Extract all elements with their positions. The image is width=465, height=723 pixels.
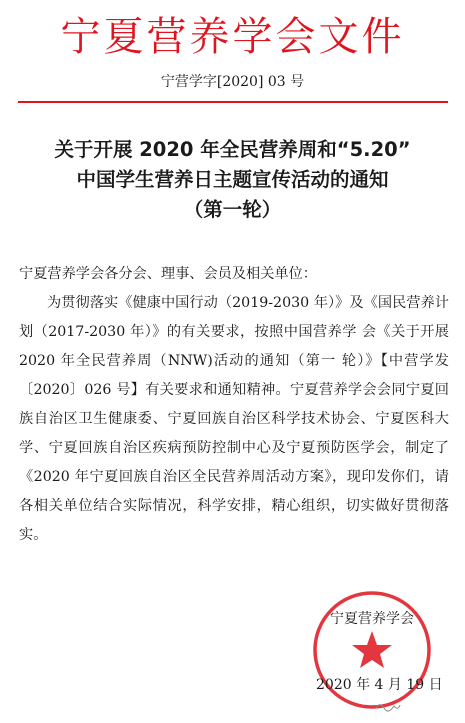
document-header-title: 宁夏营养学会文件 — [60, 14, 405, 60]
notice-title-line-2: 中国学生营养日主题宣传活动的通知 — [76, 168, 389, 191]
issuer-signature: 宁夏营养学会 — [330, 611, 414, 627]
issue-date: 2020 年 4 月 19 日 — [316, 677, 443, 693]
notice-title — [0, 135, 465, 225]
body-paragraph: 为贯彻落实《健康中国行动（2019-2030 年）》及《国民营养计划（2017-2030 年）》的有关要求，按照中国营养学 会《关于开展 2020 年全民营养周（NNW)活动的通知（第一 轮）》【中营学发〔2020〕026 号】有关要求和通知精神。宁夏营养学会会同宁夏回族自治区卫生健康委、宁夏回族自治区科学技术协会、宁夏医科大学、宁夏回族自治区疾病预防控制中心及宁夏预防医学会，制定了《2020 年宁夏回族自治区全民营养周活动方案》，现印发你们，请各相关单位结合实际情况，科学安排，精心组织，切实做好贯彻落实。 — [19, 295, 449, 543]
scan-mark-icon — [372, 697, 402, 717]
document-number: 宁营学字[2020] 03 号 — [160, 74, 305, 90]
notice-title-line-3: （第一轮） — [183, 198, 282, 221]
notice-body — [19, 260, 449, 550]
salutation: 宁夏营养学会各分会、理事、会员及相关单位： — [19, 266, 317, 282]
seal-star-icon — [352, 631, 392, 668]
notice-title-line-1: 关于开展 2020 年全民营养周和“5.20” — [54, 138, 411, 161]
header-divider — [18, 101, 448, 103]
